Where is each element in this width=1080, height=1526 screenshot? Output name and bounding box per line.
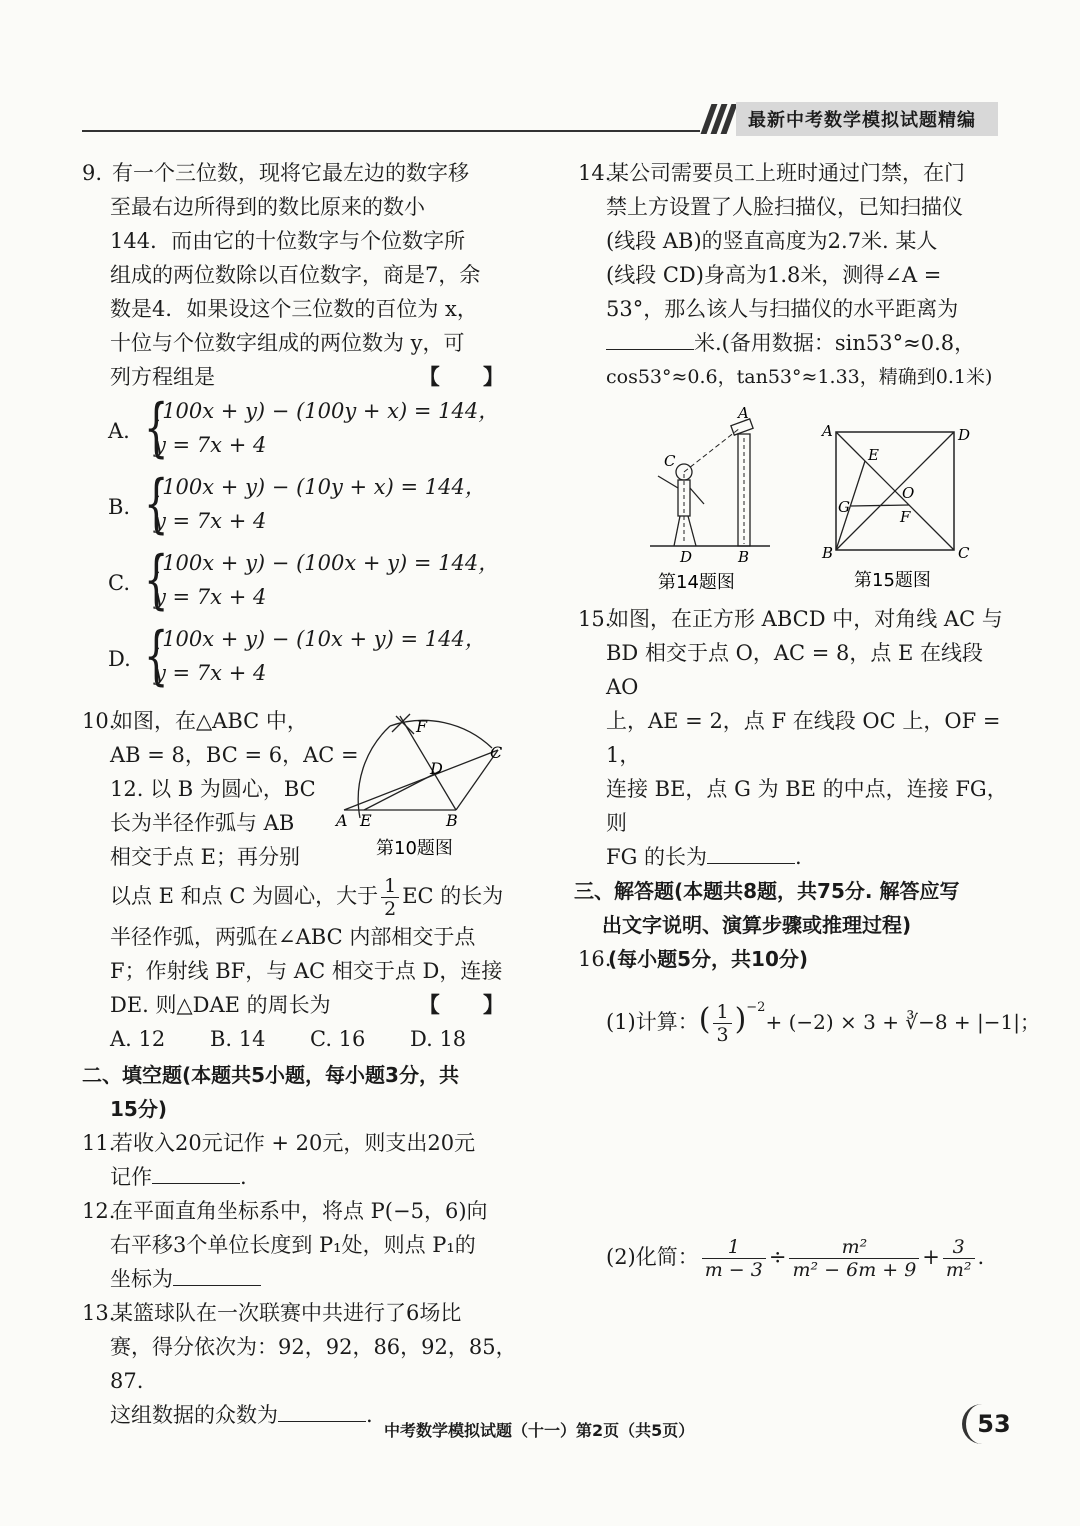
header-rule (82, 130, 700, 132)
fraction (713, 1001, 731, 1046)
q15-line: 连接 BE，点 G 为 BE 的中点，连接 FG，则 (606, 777, 1008, 835)
brace-icon: { (144, 543, 169, 617)
brace-icon: { (144, 619, 169, 693)
q14-line: 53°，那么该人与扫描仪的水平距离为 (606, 297, 959, 321)
equation: (100x + y) − (10x + y) = 144， (154, 627, 486, 651)
exponent: −2 (746, 1000, 766, 1015)
q9-line: 144．而由它的十位数字与个位数字所 (110, 229, 466, 253)
period: . (366, 1403, 373, 1427)
fraction (381, 875, 399, 920)
numerator: m² (789, 1236, 919, 1259)
fraction (943, 1236, 975, 1281)
equation: (100x + y) − (100x + y) = 144， (154, 551, 500, 575)
q14-line: 米.(备用数据：sin53°≈0.8， (694, 331, 976, 355)
q11-line: 若收入20元记作 + 20元，则支出20元 (112, 1131, 476, 1155)
question-number: 9. (82, 161, 103, 185)
figure-caption: 第10题图 (376, 838, 453, 859)
section-fill-blank (82, 1058, 522, 1126)
q9-line: 十位与个位数字组成的两位数为 y，可 (110, 331, 465, 355)
label-e: E (868, 446, 879, 464)
equation: (100x + y) − (10y + x) = 144， (154, 475, 486, 499)
q14-line: (线段 CD)身高为1.8米，测得∠A = (606, 263, 942, 287)
q10-line: 12. 以 B 为圆心，BC (110, 777, 316, 801)
label-a: A (738, 404, 749, 422)
q10-line: F；作射线 BF，与 AC 相交于点 D，连接 (110, 959, 503, 983)
section-title: 三、解答题(本题共8题，共75分. 解答应写 (574, 879, 960, 903)
equation: y = 7x + 4 (154, 433, 267, 457)
q15-line: BD 相交于点 O，AC = 8，点 E 在线段 AO (606, 641, 984, 699)
expression: + (−2) × 3 + ∛−8 + |−1|； (765, 1010, 1040, 1034)
section-title: 出文字说明、演算步骤或推理过程) (602, 913, 912, 937)
numerator: 3 (943, 1236, 975, 1259)
period: . (977, 1245, 985, 1269)
q9-line: 组成的两位数除以百位数字，商是7，余 (110, 263, 481, 287)
figure-10 (330, 708, 520, 868)
question-number: 13. (82, 1301, 116, 1325)
q14-line: (线段 AB)的竖直高度为2.7米. 某人 (606, 229, 938, 253)
q16-title: (每小题5分，共10分) (608, 947, 809, 971)
q9-line: 至最右边所得到的数比原来的数小 (110, 195, 425, 219)
q16-part-2 (578, 1236, 1008, 1281)
question-number: 10. (82, 709, 116, 733)
equation: y = 7x + 4 (154, 661, 267, 685)
label-d: D (958, 426, 971, 444)
q12-line: 坐标为 (110, 1267, 173, 1291)
q9-line: 数是4．如果设这个三位数的百位为 x， (110, 297, 478, 321)
equation: y = 7x + 4 (154, 585, 267, 609)
label-o: O (902, 484, 915, 502)
q10-line: AB = 8，BC = 6，AC = (110, 743, 359, 767)
choice-b: B. 14 (210, 1027, 266, 1051)
label-c: C (490, 743, 503, 762)
option-b (82, 467, 522, 546)
label-b: B (822, 544, 834, 562)
label-c: C (958, 544, 970, 562)
q10-line: 以点 E 和点 C 为圆心，大于 (110, 884, 379, 908)
q10-line: DE. 则△DAE 的周长为 (110, 993, 331, 1017)
label-g: G (838, 498, 850, 516)
denominator: m² − 6m + 9 (792, 1259, 917, 1281)
question-15 (578, 602, 1008, 874)
figure-caption: 第15题图 (854, 570, 931, 591)
right-column (574, 156, 1040, 1281)
q9-line: 有一个三位数，现将它最左边的数字移 (112, 161, 469, 185)
brace-icon: { (144, 391, 169, 465)
label-f: F (416, 717, 428, 736)
paren-icon: ( (698, 1002, 711, 1037)
label-b: B (738, 548, 750, 566)
label-d: D (430, 759, 443, 778)
equation: (100x + y) − (100y + x) = 144， (154, 399, 500, 423)
numerator: 1 (713, 1001, 731, 1024)
section-title: 15分) (110, 1097, 167, 1121)
label-f: F (900, 508, 911, 526)
choices (82, 1022, 522, 1056)
q11-line: 记作 (110, 1165, 152, 1189)
question-number: 12. (82, 1199, 116, 1223)
option-label: D. (108, 647, 131, 671)
operator: + (922, 1245, 940, 1269)
answer-bracket: 【 】 (418, 992, 522, 1017)
figure-14 (640, 404, 780, 594)
option-c (82, 543, 522, 622)
q14-line: 某公司需要员工上班时通过门禁，在门 (608, 161, 965, 185)
question-11 (82, 1126, 522, 1194)
denominator: m² (945, 1259, 972, 1281)
question-number: 14. (578, 161, 612, 185)
q10-line: 如图，在△ABC 中， (112, 709, 308, 733)
figure-caption: 第14题图 (658, 572, 735, 593)
option-label: B. (108, 495, 131, 519)
header-title: 最新中考数学模拟试题精编 (748, 110, 976, 131)
part-label: (1)计算： (606, 1010, 699, 1034)
denominator: m − 3 (704, 1259, 763, 1281)
brace-icon: { (144, 467, 169, 541)
answer-blank (707, 841, 795, 864)
question-14 (578, 156, 1008, 394)
q10-line: EC 的长为 (402, 884, 504, 908)
paren-icon: ) (734, 1002, 747, 1037)
question-9 (82, 156, 522, 698)
denominator: 3 (716, 1024, 729, 1046)
label-a: A (822, 422, 833, 440)
label-b: B (446, 811, 458, 830)
numerator: 1 (381, 875, 399, 898)
q13-line: 赛，得分依次为：92，92，86，92，85，87. (110, 1335, 517, 1393)
question-number: 15. (578, 607, 612, 631)
section-title: 二、填空题(本题共5小题，每小题3分，共 (82, 1063, 459, 1087)
period: . (240, 1165, 247, 1189)
q13-line: 这组数据的众数为 (110, 1403, 278, 1427)
fraction (789, 1236, 919, 1281)
label-a: A (336, 811, 348, 830)
numerator: 1 (702, 1236, 766, 1259)
q15-line: 如图，在正方形 ABCD 中，对角线 AC 与 (608, 607, 1003, 631)
label-e: E (360, 811, 372, 830)
period: . (795, 845, 802, 869)
denominator: 2 (384, 898, 397, 920)
equation: y = 7x + 4 (154, 509, 267, 533)
label-c: C (664, 452, 676, 470)
answer-bracket: 【 】 (418, 364, 522, 389)
answer-blank (152, 1161, 240, 1184)
choice-a: A. 12 (110, 1027, 166, 1051)
option-label: C. (108, 571, 130, 595)
question-13 (82, 1296, 522, 1432)
q14-line: cos53°≈0.6，tan53°≈1.33，精确到0.1米) (606, 366, 993, 388)
answer-blank (278, 1399, 366, 1422)
fraction (702, 1236, 766, 1281)
operator: ÷ (768, 1245, 787, 1269)
choice-c: C. 16 (310, 1027, 366, 1051)
label-d: D (680, 548, 693, 566)
question-16 (578, 942, 1040, 1281)
answer-blank (606, 327, 694, 350)
q9-line: 列方程组是 (110, 365, 215, 389)
q16-part-1 (578, 984, 1040, 1046)
q10-line: 半径作弧，两弧在∠ABC 内部相交于点 (110, 925, 476, 949)
q10-line: 长为半径作弧与 AB (110, 811, 295, 835)
q12-line: 右平移3个单位长度到 P₁处，则点 P₁的 (110, 1233, 476, 1257)
question-number: 16. (578, 947, 612, 971)
option-label: A. (108, 419, 130, 443)
part-label: (2)化简： (606, 1245, 699, 1269)
choice-d: D. 18 (410, 1027, 467, 1051)
q15-line: 上，AE = 2，点 F 在线段 OC 上，OF = 1， (606, 709, 1001, 767)
q14-line: 禁上方设置了人脸扫描仪，已知扫描仪 (606, 195, 963, 219)
q12-line: 在平面直角坐标系中，将点 P(−5，6)向 (112, 1199, 488, 1223)
figure-15 (816, 420, 986, 596)
q15-line: FG 的长为 (606, 845, 708, 869)
option-a (82, 391, 522, 470)
answer-blank (173, 1263, 261, 1286)
question-number: 11. (82, 1131, 116, 1155)
q10-line: 相交于点 E；再分别 (110, 845, 301, 869)
q13-line: 某篮球队在一次联赛中共进行了6场比 (112, 1301, 462, 1325)
page-number: 53 (962, 1404, 1022, 1444)
option-d (82, 619, 522, 698)
section-answer (574, 874, 1008, 942)
footer-text: 中考数学模拟试题（十一）第2页（共5页） (384, 1421, 695, 1440)
question-12 (82, 1194, 522, 1296)
